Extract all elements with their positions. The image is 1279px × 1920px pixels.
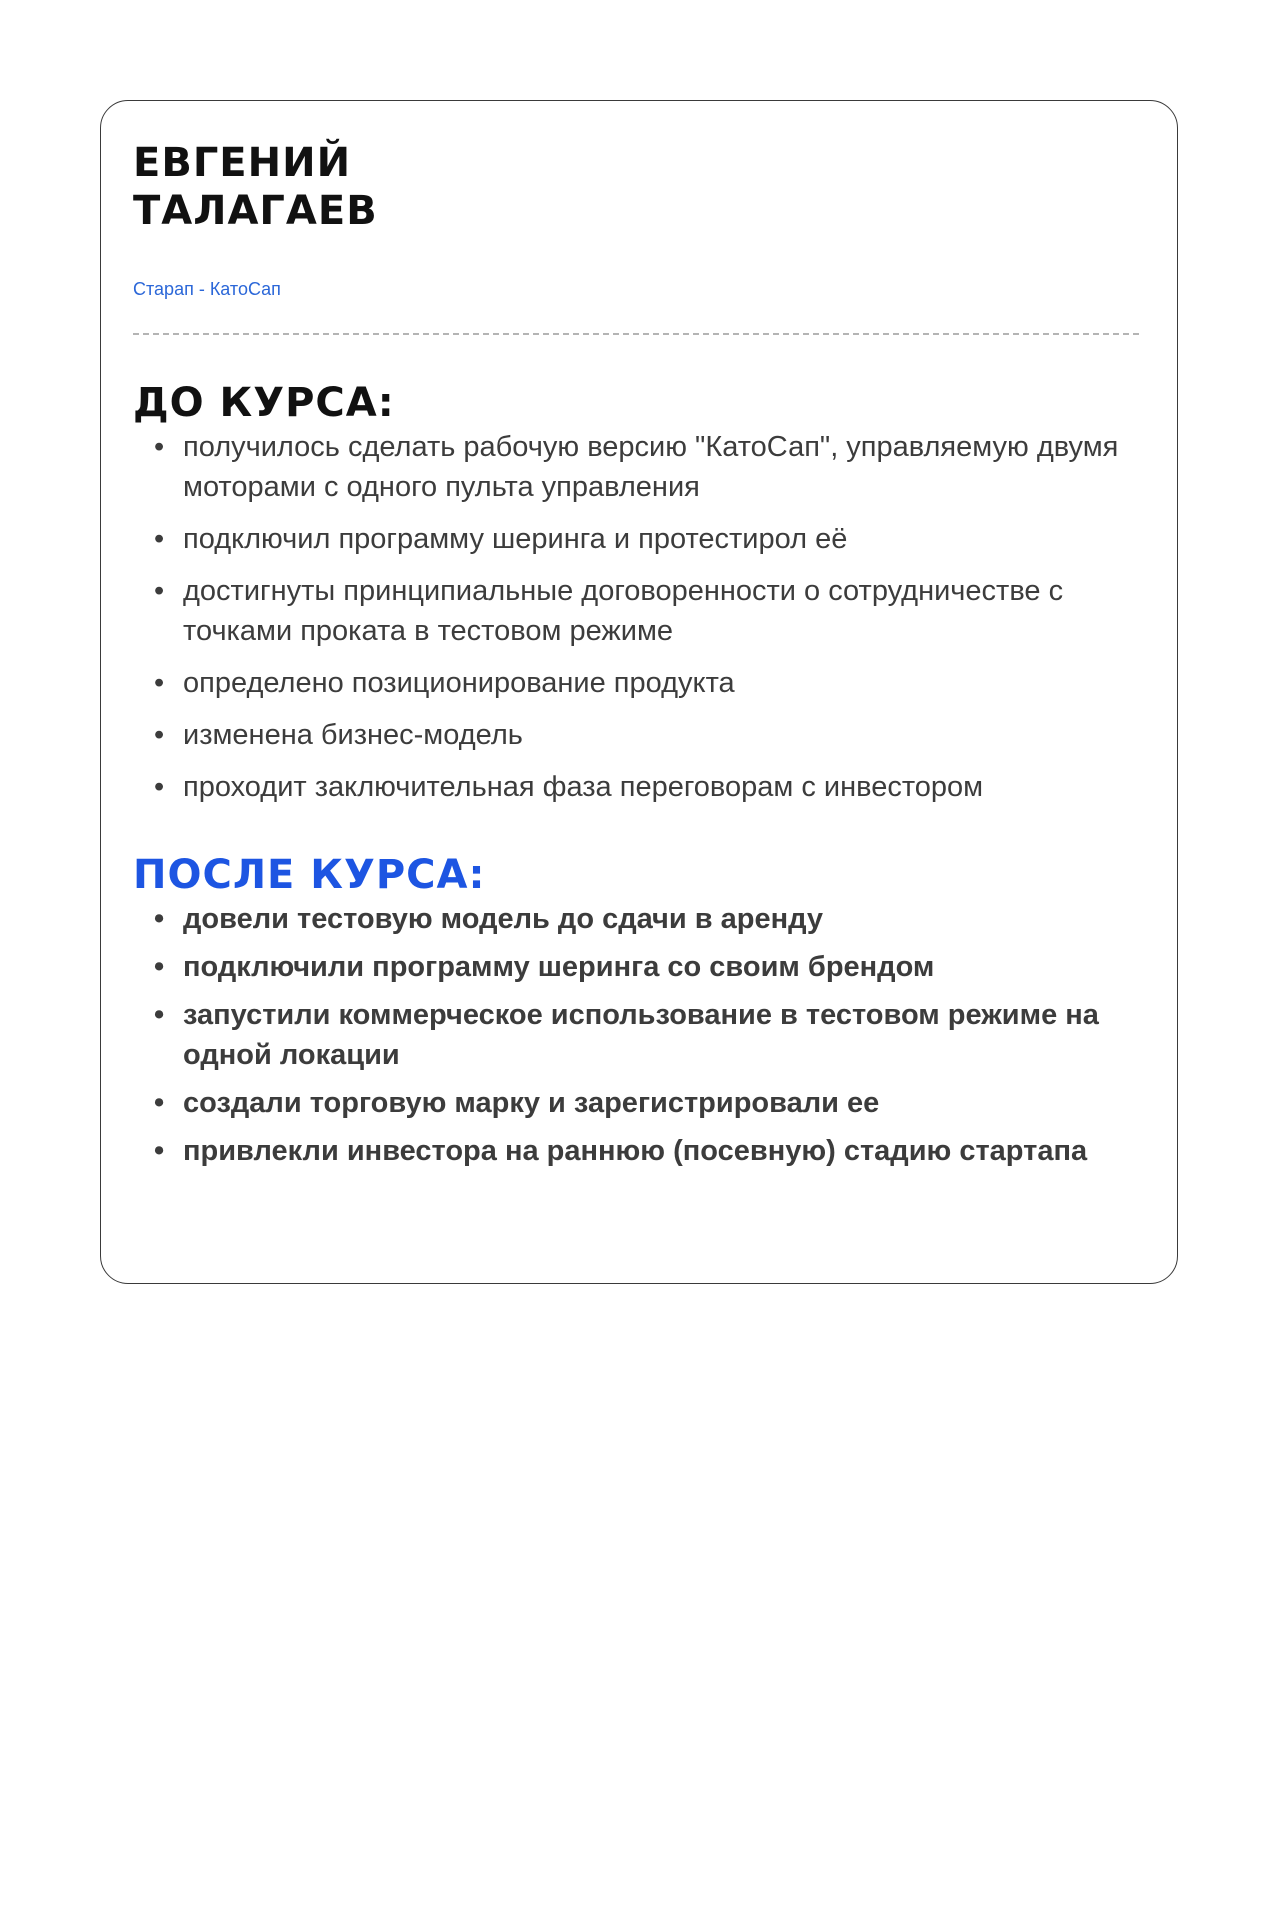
list-item: • подключил программу шеринга и протестирол её — [133, 519, 1145, 559]
person-name — [133, 139, 1145, 235]
testimonial-card — [100, 100, 1178, 1284]
bullet-icon: • — [154, 719, 165, 751]
bullet-icon: • — [154, 1087, 165, 1119]
startup-subtitle: Старап - КатоСап — [133, 279, 281, 299]
person-first-name: ЕВГЕНИЙ — [133, 140, 352, 186]
list-item: • довели тестовую модель до сдачи в аренду — [133, 899, 1145, 939]
list-item: • привлекли инвестора на раннюю (посевную) стадию стартапа — [133, 1131, 1145, 1171]
list-item: • получилось сделать рабочую версию "КатоСап", управляемую двумя моторами с одного пульта управления — [133, 427, 1145, 507]
bullet-icon: • — [154, 999, 165, 1031]
before-course-title: ДО КУРСА: — [133, 380, 395, 426]
bullet-icon: • — [154, 523, 165, 555]
after-course-list — [133, 899, 1145, 1171]
after-course-title: ПОСЛЕ КУРСА: — [133, 852, 486, 898]
list-item: • запустили коммерческое использование в тестовом режиме на одной локации — [133, 995, 1145, 1075]
bullet-icon: • — [154, 951, 165, 983]
list-item: • проходит заключительная фаза переговорам с инвестором — [133, 767, 1145, 807]
bullet-icon: • — [154, 771, 165, 803]
bullet-icon: • — [154, 575, 165, 607]
list-item: • создали торговую марку и зарегистрировали ее — [133, 1083, 1145, 1123]
dashed-divider — [133, 333, 1139, 335]
list-item: • подключили программу шеринга со своим брендом — [133, 947, 1145, 987]
list-item: • определено позиционирование продукта — [133, 663, 1145, 703]
person-last-name: ТАЛАГАЕВ — [133, 188, 378, 234]
list-item: • изменена бизнес-модель — [133, 715, 1145, 755]
list-item: • достигнуты принципиальные договоренности о сотрудничестве с точками проката в тестовом режиме — [133, 571, 1145, 651]
bullet-icon: • — [154, 903, 165, 935]
bullet-icon: • — [154, 431, 165, 463]
before-course-list — [133, 427, 1145, 807]
bullet-icon: • — [154, 667, 165, 699]
bullet-icon: • — [154, 1135, 165, 1167]
